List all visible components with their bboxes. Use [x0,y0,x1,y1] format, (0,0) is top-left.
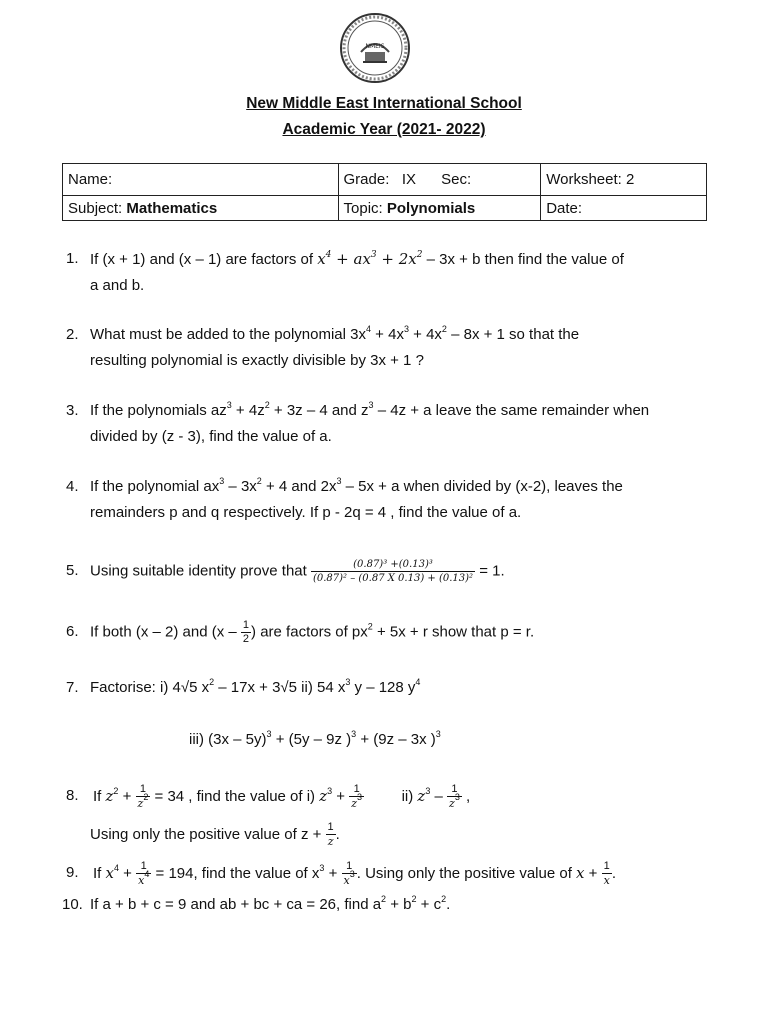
q4-text-a: If the polynomial ax [90,478,220,495]
school-seal-logo [339,12,411,84]
q2-text-e: resulting polynomial is exactly divisible by 3x + 1 ? [90,352,424,369]
q1-text-a: If (x + 1) and (x – 1) are factors of [90,251,318,268]
date-label: Date: [546,199,583,217]
q6-text-c: + 5x + r show that p = r. [372,623,535,641]
q4-text-d: – 5x + a when divided by (x-2), leaves the [341,478,623,495]
section-label: Sec: [441,171,472,188]
q10-text-b: + b [386,896,412,913]
q7-part-iii: iii) (3x – 5y)$^3$ + (5y – 9z )$^3$ + (9z – 3x )$^3$ [189,729,441,748]
q9-text-a: If [93,865,106,882]
date-cell[interactable] [541,196,707,221]
student-info-table [62,163,707,221]
question-number: 9. [66,864,79,881]
q3-text-e: divided by (z - 3), find the value of a. [90,428,332,445]
question-number: 4. [66,478,79,495]
q4-text-b: – 3x [224,478,257,495]
subject-cell [63,196,339,221]
worksheet-cell [541,164,707,196]
topic-cell [338,196,541,221]
q2-text-c: + 4x [408,326,442,343]
question-number: 1. [66,250,79,267]
q9-text-d: . Using only the positive value of [356,865,577,882]
question-8: 8. If $z^2$ + $\frac{1}{z^2}$ = 34 , find the value of i) $z^3$ + $\frac{1}{z^3}$ ii) $z^3$ – $\frac{1}{z^3}$ , Using only the positive value of z + $\frac{1}{z}$ . [66,783,471,849]
subject-label: Subject: [68,199,123,217]
seal-text: NMEIS [365,43,385,50]
q9-text-b: = 194, find the value of x [151,865,320,882]
q9-text-c: + [324,865,342,882]
name-cell[interactable] [63,164,339,196]
q10-text-d: . [446,896,451,913]
academic-year: Academic Year (2021- 2022) [282,121,486,138]
q3-text-d: – 4z + a leave the same remainder when [373,402,650,419]
q7-text-f: + (9z – 3x ) [356,731,436,748]
q5-text-b: = 1. [475,562,505,580]
q3-text-a: If the polynomials az [90,402,227,419]
topic-label: Topic: [343,199,383,217]
q5-numerator: (0.87)³ +(0.13)³ [353,559,433,570]
question-7: 7. Factorise: i) 4√5 $x^2 - 17x + 3√5$ ii) 54 $x^3$ y – 128 $y^4$ iii) (3x – 5y)$^3$ + (5y – 9z )$^3$ + (9z – 3x )$^3$ [66,675,706,753]
q4-text-c: + 4 and 2x [261,478,337,495]
q10-text-c: + c [416,896,442,913]
q3-text-c: + 3z – 4 and z [269,402,369,419]
question-number: 5. [66,562,79,579]
q7-text-e: + (5y – 9z ) [271,731,352,748]
grade-label: Grade: [343,171,390,188]
q5-fraction [311,558,475,585]
name-label: Name: [68,171,113,188]
q5-denominator: (0.87)² – (0.87 X 0.13) + (0.13)² [312,573,474,584]
grade-value: IX [401,171,417,188]
q6-text-b: ) are factors of px [251,623,368,641]
q8-text-b: = 34 , find the value of i) [150,788,320,805]
question-6: 6. If both (x – 2) and (x – $\frac{1}{2}$ ) are factors of $px^2 + 5x + r$ show that p = r. [66,619,535,645]
question-number: 3. [66,402,79,419]
q1-polynomial: $x^4 + ax^3 + 2x^2$ [317,250,423,268]
question-4: 4. If the polynomial $ax^3 - 3x^2 + 4$ and $2x^3 - 5x + a$ when divided by (x-2), leaves the remainders p and q respectively. If p - 2q = 4 , find the value of a. [66,476,623,521]
question-2: 2. What must be added to the polynomial $3x^4 + 4x^3 + 4x^2 - 8x + 1$ so that the resulting polynomial is exactly divisible by 3x + 1 ? [66,324,580,369]
question-1 [66,246,706,299]
q7-text-d: iii) (3x – 5y) [189,731,267,748]
question-10: 10. If a + b + c = 9 and ab + bc + ca = 26, find $a^2 + b^2 + c^2$. [62,892,702,918]
q8-text-e: Using only the positive value of z + [90,826,326,843]
question-number: 2. [66,326,79,343]
question-number: 7. [66,679,79,696]
q6-half-fraction: $\frac{1}{2}$ [242,619,250,645]
q7-text-c: y – 128 y [350,679,416,696]
q5-text-a: Using suitable identity prove that [90,562,311,580]
q2-text-d: – 8x + 1 so that the [446,326,580,343]
question-5 [66,558,706,585]
q7-text-a: Factorise: i) 4√5 x [90,679,210,696]
grade-cell[interactable] [338,164,541,196]
q3-text-b: + 4z [231,402,265,419]
worksheet-label: Worksheet: 2 [546,171,635,188]
q2-text-b: + 4x [371,326,404,343]
q6-text-a: If both (x – 2) and (x – [90,623,241,641]
q10-text-a: If a + b + c = 9 and ab + bc + ca = 26, find a [90,896,382,913]
q7-text-b: – 17x + 3√5 ii) 54 x [214,679,346,696]
school-name: New Middle East International School [246,95,522,112]
q8-text-c: ii) [401,788,418,805]
subject-value: Mathematics [126,199,218,217]
q2-text-a: What must be added to the polynomial 3x [90,326,366,343]
question-number: 6. [66,623,79,640]
question-3: 3. If the polynomials $az^3 + 4z^2 + 3z - 4$ and $z^3 - 4z + a$ leave the same remainder when divided by (z - 3), find the value of a. [66,400,650,445]
question-number: 8. [66,787,79,804]
q1-text-c: a and b. [90,277,145,294]
question-number: 10. [62,896,83,913]
q1-text-b: – 3x + b then find the value of [422,251,624,268]
q8-text-a: If [93,788,106,805]
q8-text-d: , [461,788,471,805]
topic-value: Polynomials [386,199,476,217]
question-9: 9. If $x^4$ + $\frac{1}{x^4}$ = 194, find the value of $x^3$ + $\frac{1}{x^3}$ . Using only the positive value of x + $\frac{1}{x}$ . [66,860,617,888]
q4-text-e: remainders p and q respectively. If p - 2q = 4 , find the value of a. [90,504,522,521]
